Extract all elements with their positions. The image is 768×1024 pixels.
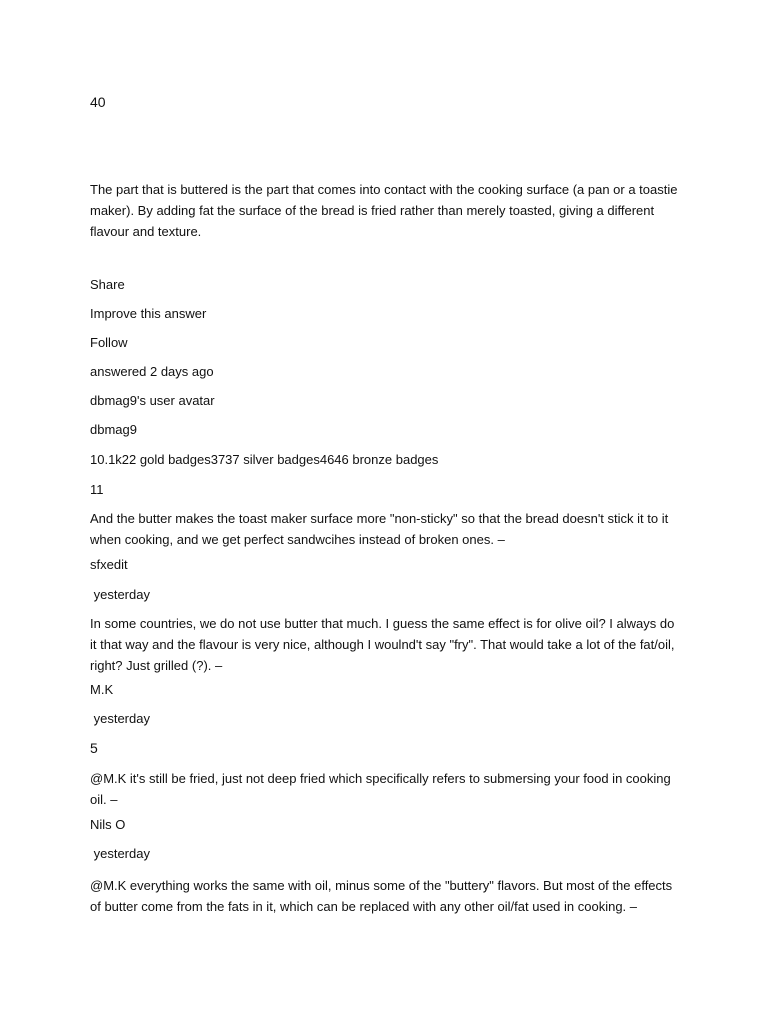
user-name-link[interactable]: dbmag9	[90, 422, 137, 437]
comment-text: And the butter makes the toast maker surface more "non-sticky" so that the bread doesn't stick it to it when cooking, and we get perfect sandwcihes instead of broken ones. –	[90, 511, 669, 547]
follow-button[interactable]: Follow	[90, 335, 128, 350]
user-reputation: 10.1k22 gold badges3737 silver badges4646 bronze badges	[90, 452, 439, 467]
improve-answer-link[interactable]: Improve this answer	[90, 306, 207, 321]
comment-text: @M.K everything works the same with oil, minus some of the "buttery" flavors. But most of the effects of butter come from the fats in it, which can be replaced with any other oil/fat used in cooking. –	[90, 878, 673, 914]
comment-score: 11	[90, 482, 104, 497]
answered-timestamp: answered 2 days ago	[90, 364, 214, 379]
comment-timestamp: yesterday	[90, 587, 150, 602]
comment-author-link[interactable]: M.K	[90, 682, 114, 697]
comment-text: @M.K it's still be fried, just not deep fried which specifically refers to submersing your food in cooking oil. –	[90, 771, 671, 807]
comment-author-link[interactable]: Nils O	[90, 817, 126, 832]
answer-body: The part that is buttered is the part that comes into contact with the cooking surface (a pan or a toastie maker). By adding fat the surface of the bread is fried rather than merely toasted, giving a different flavour and texture.	[90, 182, 678, 239]
comment-author-link[interactable]: sfxedit	[90, 557, 128, 572]
share-link[interactable]: Share	[90, 277, 125, 292]
comment-score: 5	[90, 740, 98, 756]
comment-timestamp: yesterday	[90, 711, 150, 726]
answer-score: 40	[90, 94, 106, 110]
comment-timestamp: yesterday	[90, 846, 150, 861]
avatar[interactable]: dbmag9's user avatar	[90, 393, 215, 408]
comment-text: In some countries, we do not use butter that much. I guess the same effect is for olive oil? I always do it that way and the flavour is very nice, although I woulnd't say "fry". That would take a lot of the fat/oil, right? Just grilled (?). –	[90, 616, 675, 673]
